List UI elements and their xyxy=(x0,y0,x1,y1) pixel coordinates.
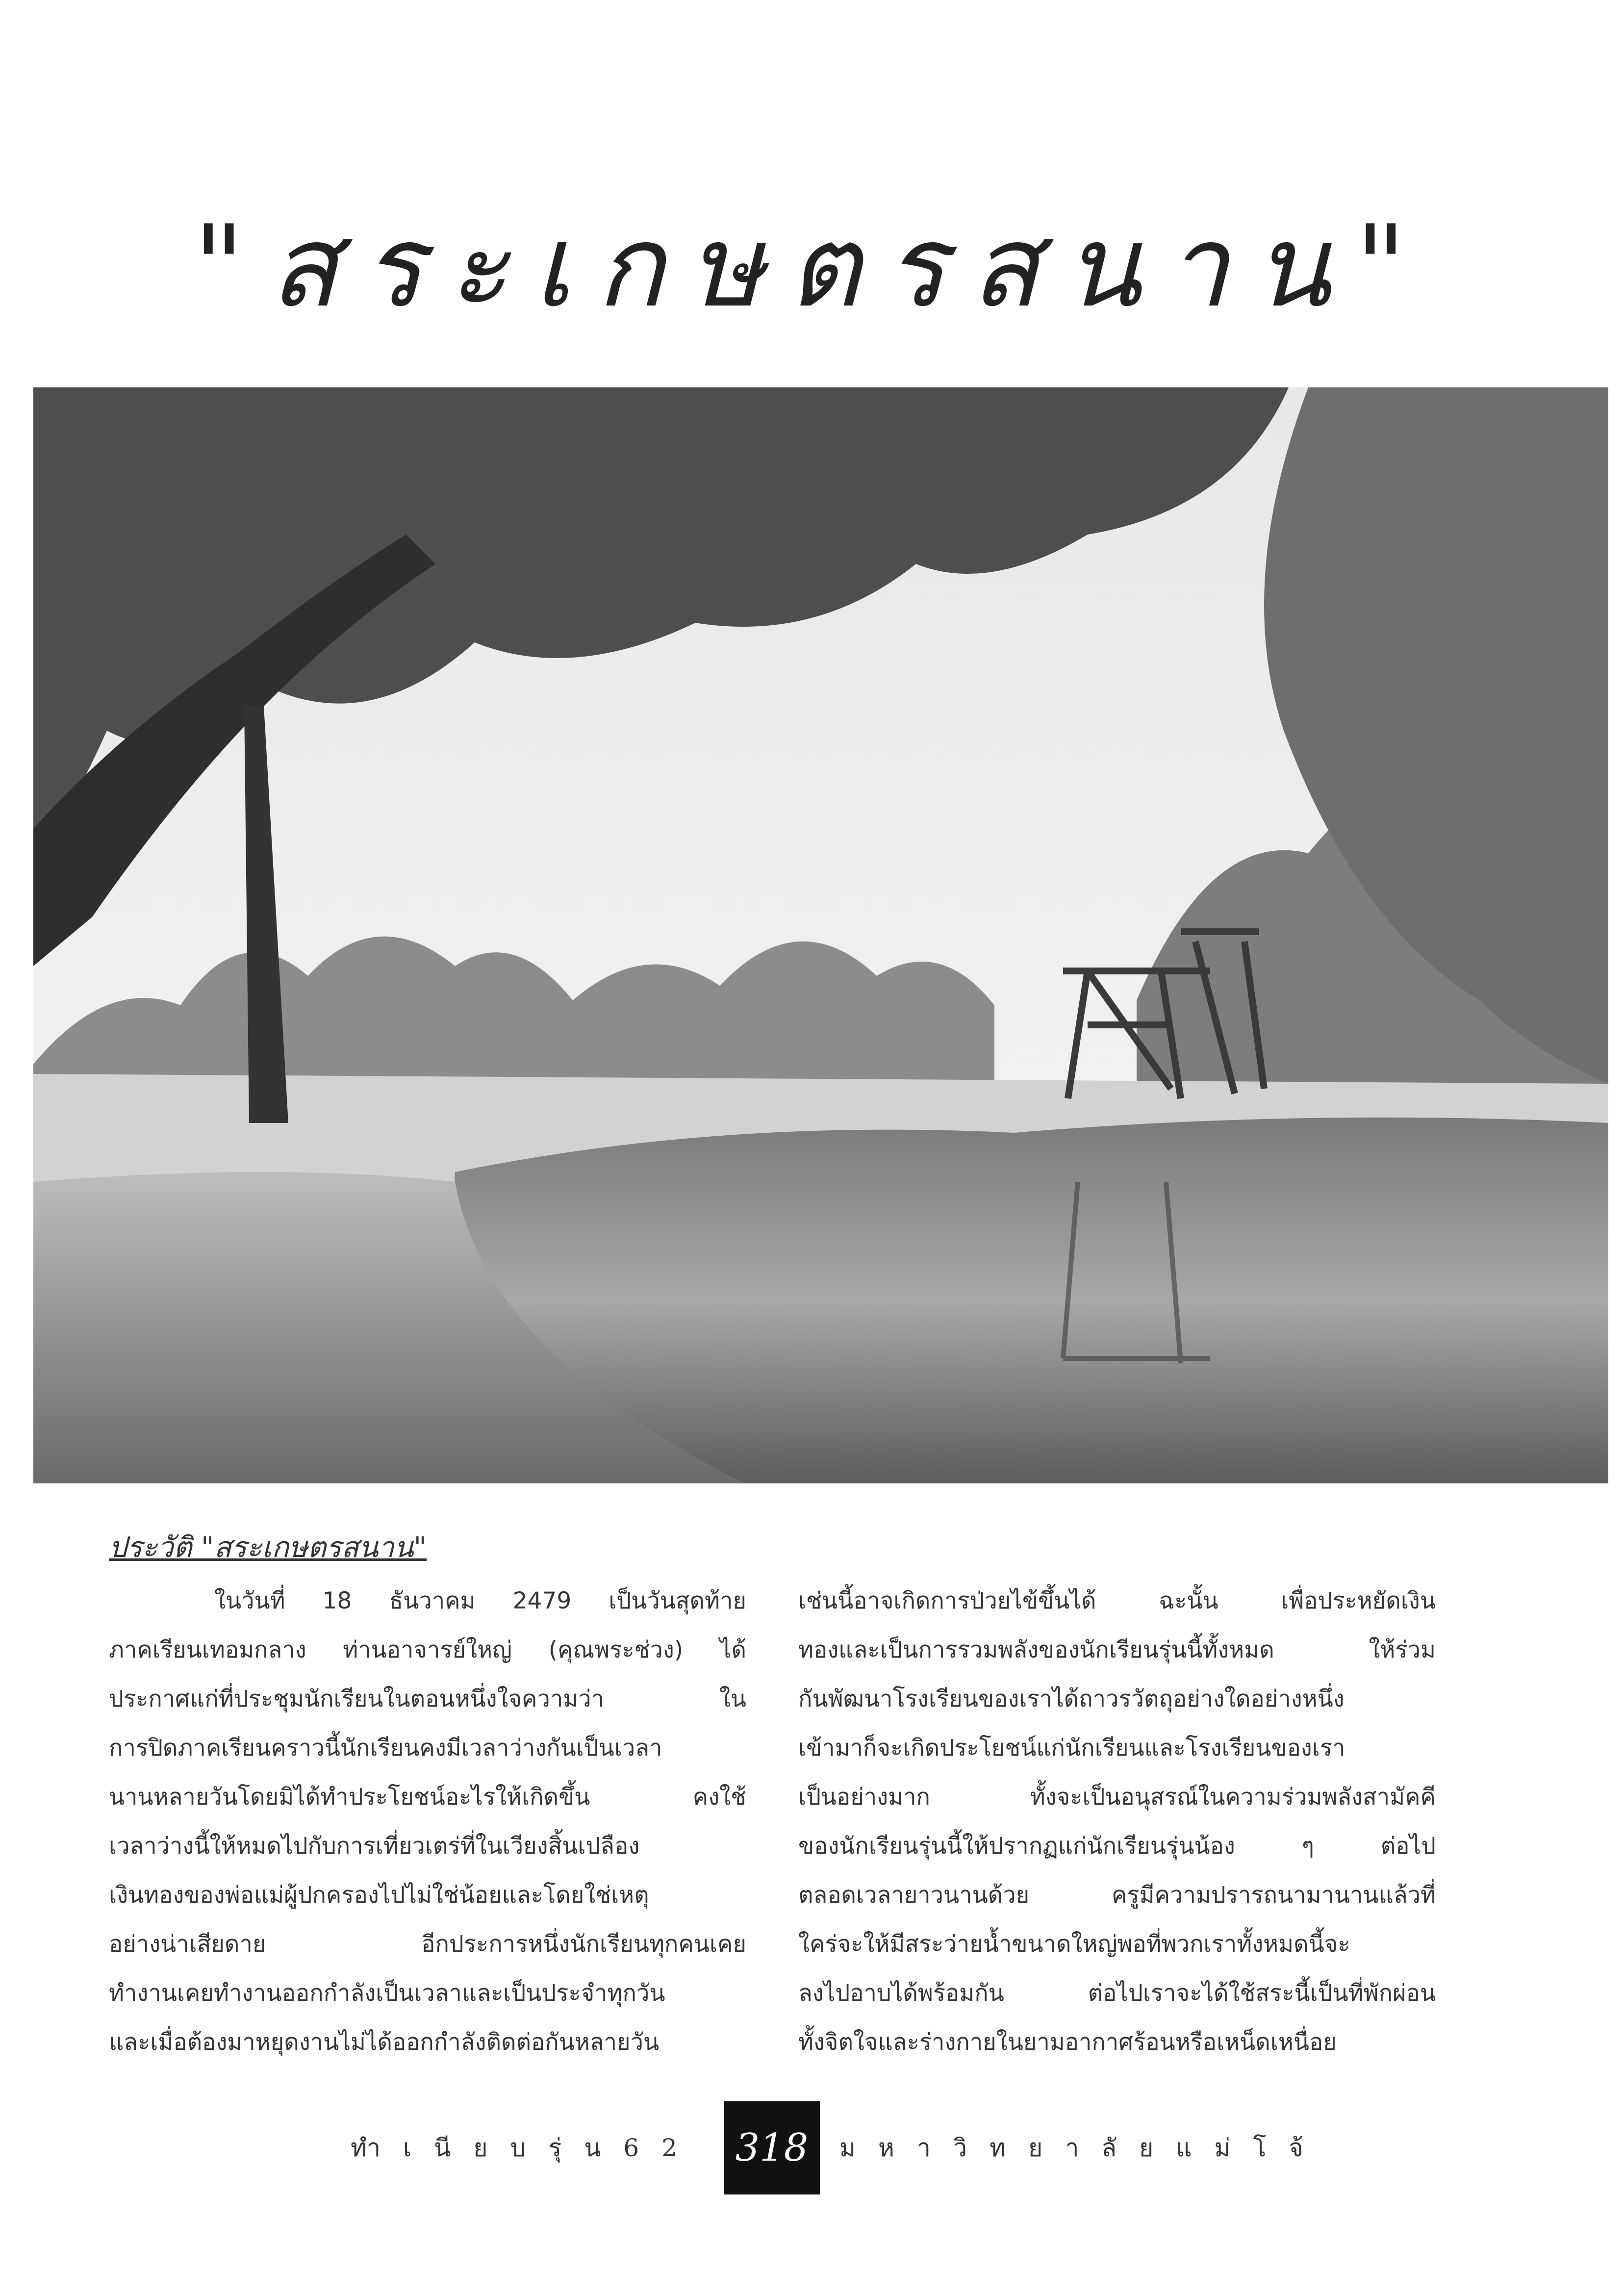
section-heading: ประวัติ "สระเกษตรสนาน" xyxy=(109,1530,427,1564)
footer-yearbook-title: ทำเนียบรุ่น62 xyxy=(351,2134,700,2162)
paragraph-line: เป็นอย่างมาก ทั้งจะเป็นอนุสรณ์ในความร่วมพลังสามัคคี xyxy=(798,1784,1436,1810)
paragraph-line: อย่างน่าเสียดาย อีกประการหนึ่งนักเรียนทุกคนเคย xyxy=(109,1931,746,1958)
paragraph-line: ตลอดเวลายาวนานด้วย ครูมีความปรารถนามานานแล้วที่ xyxy=(798,1882,1436,1909)
pond-photo-illustration xyxy=(33,387,1608,1483)
paragraph-line: ลงไปอาบได้พร้อมกัน ต่อไปเราจะได้ใช้สระนี้เป็นที่พักผ่อน xyxy=(798,1980,1436,2007)
right-column xyxy=(798,1577,1436,2067)
paragraph-line: ทั้งจิตใจและร่างกายในยามอากาศร้อนหรือเหน็ดเหนื่อย xyxy=(798,2029,1337,2056)
pond-photo xyxy=(33,387,1608,1483)
left-column xyxy=(109,1577,746,2067)
paragraph-line: ภาคเรียนเทอมกลาง ท่านอาจารย์ใหญ่ (คุณพระช่วง) ได้ xyxy=(109,1636,746,1663)
paragraph-line: และเมื่อต้องมาหยุดงานไม่ได้ออกกำลังติดต่อกันหลายวัน xyxy=(109,2029,660,2056)
paragraph-line: เช่นนี้อาจเกิดการป่วยไข้ขึ้นได้ ฉะนั้น เพื่อประหยัดเงิน xyxy=(798,1587,1436,1614)
paragraph-line: เวลาว่างนี้ให้หมดไปกับการเที่ยวเตร่ที่ในเวียงสิ้นเปลือง xyxy=(109,1833,640,1860)
paragraph-line: กันพัฒนาโรงเรียนของเราได้ถาวรวัตถุอย่างใดอย่างหนึ่ง xyxy=(798,1685,1345,1712)
paragraph-line: ประกาศแก่ที่ประชุมนักเรียนในตอนหนึ่งใจความว่า ใน xyxy=(109,1685,746,1712)
paragraph-line: นานหลายวันโดยมิได้ทำประโยชน์อะไรให้เกิดขึ้น คงใช้ xyxy=(109,1784,746,1810)
page-title: "สระเกษตรสนาน" xyxy=(193,202,1431,332)
paragraph-line: การปิดภาคเรียนคราวนี้นักเรียนคงมีเวลาว่างกันเป็นเวลา xyxy=(109,1734,662,1761)
paragraph-line: ในวันที่ 18 ธันวาคม 2479 เป็นวันสุดท้าย xyxy=(214,1587,746,1614)
paragraph-line: ของนักเรียนรุ่นนี้ให้ปรากฏแก่นักเรียนรุ่นน้อง ๆ ต่อไป xyxy=(798,1833,1436,1860)
paragraph-line: เข้ามาก็จะเกิดประโยชน์แก่นักเรียนและโรงเรียนของเรา xyxy=(798,1734,1345,1761)
paragraph-line: ทำงานเคยทำงานออกกำลังเป็นเวลาและเป็นประจำทุกวัน xyxy=(109,1980,665,2007)
paragraph-line: เงินทองของพ่อแม่ผู้ปกครองไปไม่ใช่น้อยและโดยใช่เหตุ xyxy=(109,1882,649,1909)
footer-university-name: มหาวิทยาลัยแม่โจ้ xyxy=(839,2134,1326,2162)
page-number: 318 xyxy=(724,2101,820,2194)
paragraph-line: ทองและเป็นการรวมพลังของนักเรียนรุ่นนี้ทั้งหมด ให้ร่วม xyxy=(798,1636,1436,1663)
page-footer xyxy=(0,2101,1624,2194)
paragraph-line: ใคร่จะให้มีสระว่ายน้ำขนาดใหญ่พอที่พวกเราทั้งหมดนี้จะ xyxy=(798,1931,1350,1958)
